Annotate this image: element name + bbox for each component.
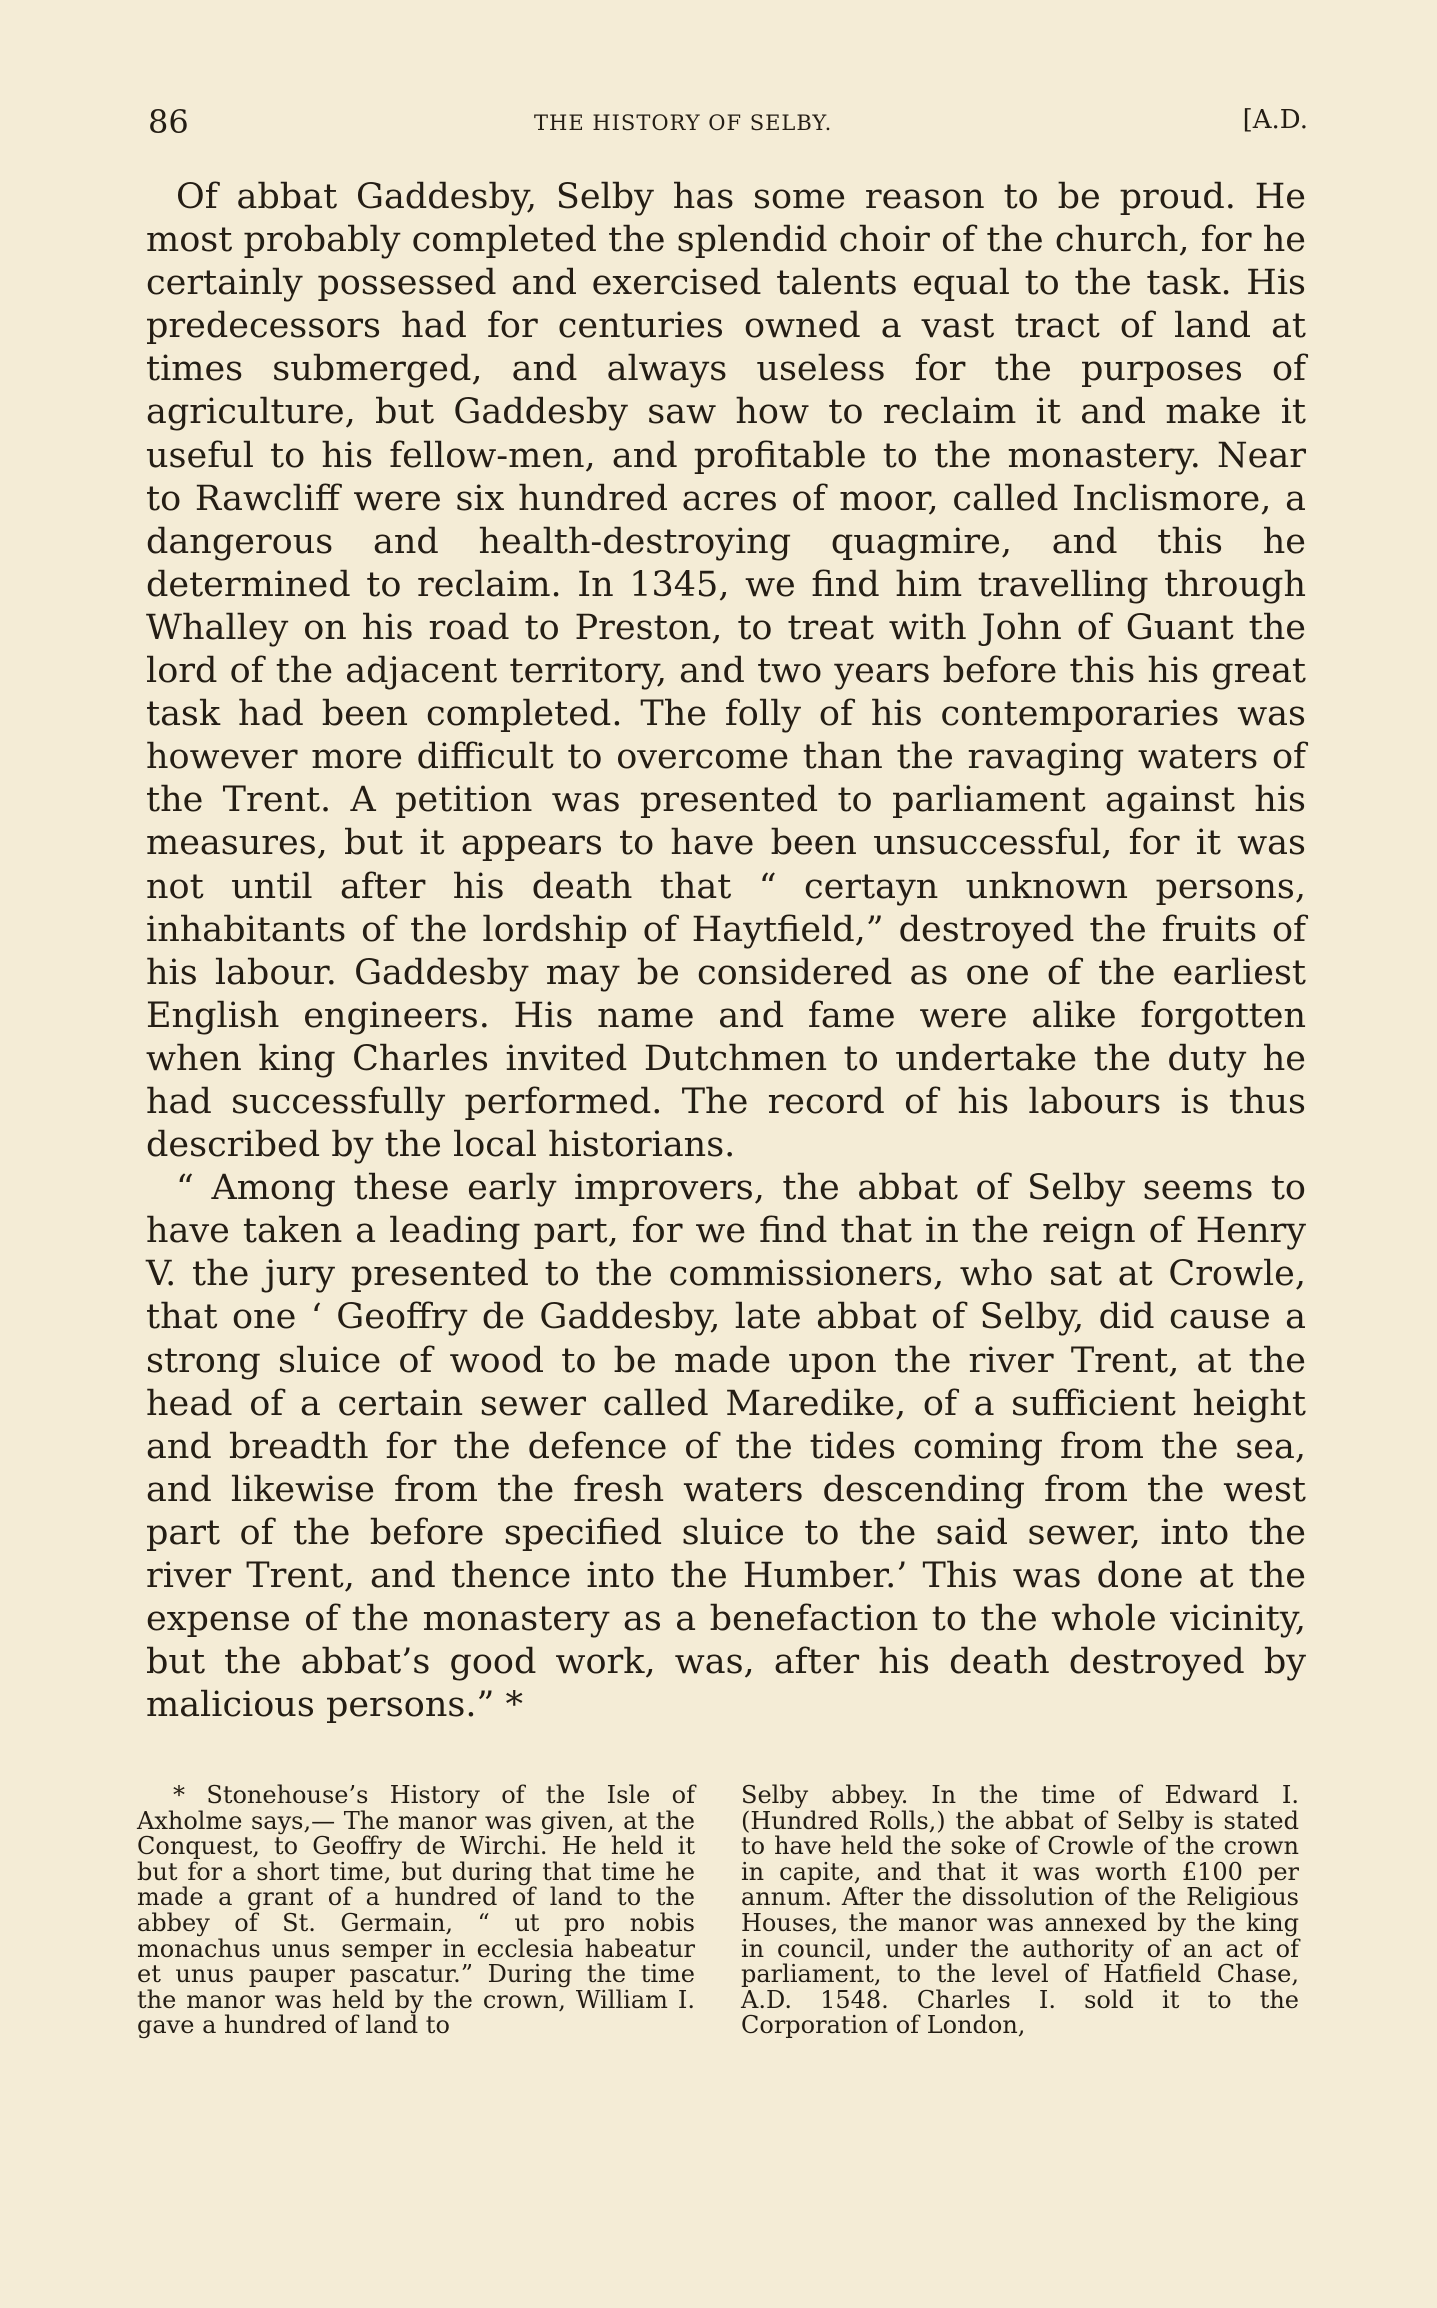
paragraph-gaddesby: Of abbat Gaddesby, Selby has some reason to be proud. He most probably completed the splendid choir of the church, for he certainly possessed and exercised talents equal to the task. His predecessors had for centuries owned a vast tract of land at times submerged, and always useless for the purposes of agriculture, but Gaddesby saw how to reclaim it and make it useful to his fellow-men, and profitable to the monastery. Near to Rawcliff were six hundred acres of moor, called Inclismore, a dangerous and health-destroying quagmire, and this he determined to reclaim. In 1345, we find him travelling through Whalley on his road to Preston, to treat with John of Guant the lord of the adjacent territory, and two years before this his great task had been completed. The folly of his contemporaries was however more difficult to overcome than the ravaging waters of the Trent. A petition was presented to parliament against his measures, but it appears to have been unsuccessful, for it was not until after his death that “ certayn unknown persons, inhabitants of the lordship of Haytfield,” destroyed the fruits of his labour. Gaddesby may be considered as one of the earliest English engineers. His name and fame were alike forgotten when king Charles invited Dutchmen to undertake the duty he had successfully performed. The record of his labours is thus described by the local historians. <box>146 177 1306 1166</box>
page-number: 86 <box>148 103 189 141</box>
footnote <box>137 1783 1302 2143</box>
footnote-right-column: Selby abbey. In the time of Edward I. (Hundred Rolls,) the abbat of Selby is stated to have held the soke of Crowle of the crown in capite, and that it was worth £100 per annum. After the dissolution of the Religious Houses, the manor was annexed by the king in council, under the authority of an act of parliament, to the level of Hatfield Chase, A.D. 1548. Charles I. sold it to the Corporation of London, <box>741 1781 1299 2040</box>
footnote-left-column: * Stonehouse’s History of the Isle of Axholme says,— The manor was given, at the Conquest, to Geoffry de Wirchi. He held it but for a short time, but during that time he made a grant of a hundred of land to the abbey of St. Germain, “ ut pro nobis monachus unus semper in ecclesia habeatur et unus pauper pascatur.” During the time the manor was held by the crown, William I. gave a hundred of land to <box>137 1781 695 2040</box>
paragraph-quotation: “ Among these early improvers, the abbat of Selby seems to have taken a leading part, for we find that in the reign of Henry V. the jury presented to the commissioners, who sat at Crowle, that one ‘ Geoffry de Gaddesby, late abbat of Selby, did cause a strong sluice of wood to be made upon the river Trent, at the head of a certain sewer called Maredike, of a sufficient height and breadth for the defence of the tides coming from the sea, and likewise from the fresh waters descending from the west part of the before specified sluice to the said sewer, into the river Trent, and thence into the Humber.’ This was done at the expense of the monastery as a benefaction to the whole vicinity, but the abbat’s good work, was, after his death destroyed by malicious persons.” * <box>146 1168 1306 1726</box>
date-marker: [A.D. <box>1242 105 1308 135</box>
page-header <box>148 103 1308 143</box>
running-title: THE HISTORY OF SELBY. <box>534 111 833 135</box>
main-text <box>146 176 1306 1727</box>
